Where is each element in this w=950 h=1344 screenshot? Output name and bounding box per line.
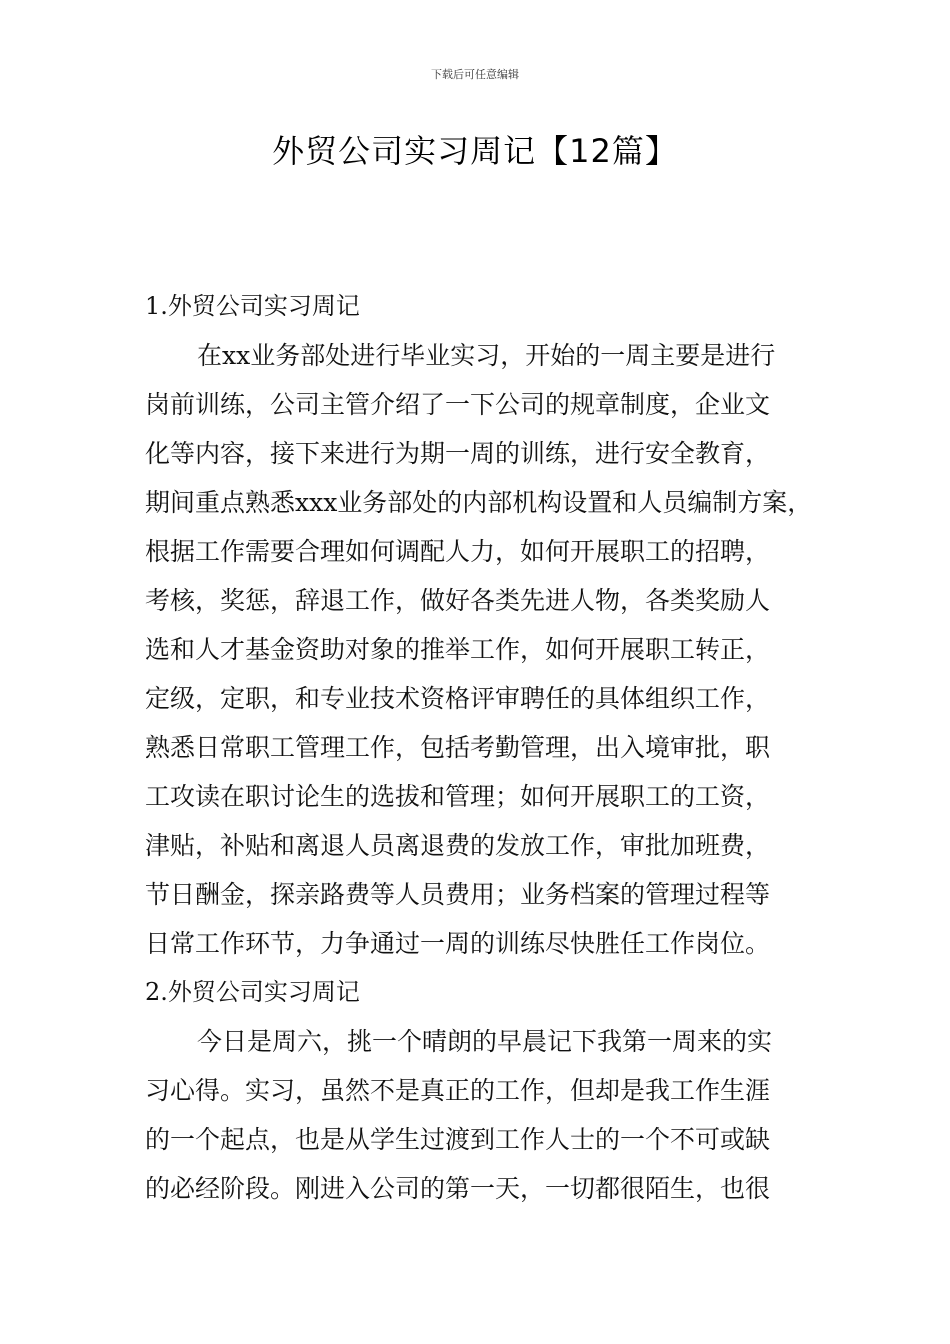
paragraph-line: 考核，奖惩，辞退工作，做好各类先进人物，各类奖励人 xyxy=(145,586,771,615)
paragraph-line: 的必经阶段。刚进入公司的第一天，一切都很陌生，也很 xyxy=(145,1174,771,1203)
header-note: 下载后可任意编辑 xyxy=(431,68,519,81)
section-paragraph xyxy=(145,331,835,968)
paragraph-line: 在xx业务部处进行毕业实习，开始的一周主要是进行 xyxy=(197,341,776,370)
paragraph-line: 工攻读在职讨论生的选拔和管理；如何开展职工的工资， xyxy=(145,782,771,811)
paragraph-line: 习心得。实习，虽然不是真正的工作，但却是我工作生涯 xyxy=(145,1076,771,1105)
paragraph-line: 津贴，补贴和离退人员离退费的发放工作，审批加班费， xyxy=(145,831,771,860)
section-paragraph xyxy=(145,1017,835,1213)
section-heading: 2.外贸公司实习周记 xyxy=(145,978,360,1006)
paragraph-line: 岗前训练，公司主管介绍了一下公司的规章制度，企业文 xyxy=(145,390,771,419)
paragraph-line: 今日是周六，挑一个晴朗的早晨记下我第一周来的实 xyxy=(197,1027,773,1056)
paragraph-line: 选和人才基金资助对象的推举工作，如何开展职工转正， xyxy=(145,635,771,664)
paragraph-line: 熟悉日常职工管理工作，包括考勤管理，出入境审批，职 xyxy=(145,733,771,762)
paragraph-line: 的一个起点，也是从学生过渡到工作人士的一个不可或缺 xyxy=(145,1125,771,1154)
paragraph-line: 定级，定职，和专业技术资格评审聘任的具体组织工作， xyxy=(145,684,771,713)
paragraph-line: 根据工作需要合理如何调配人力，如何开展职工的招聘， xyxy=(145,537,771,566)
section-heading: 1.外贸公司实习周记 xyxy=(145,292,360,320)
paragraph-line: 日常工作环节，力争通过一周的训练尽快胜任工作岗位。 xyxy=(145,929,771,958)
document-title: 外贸公司实习周记【12篇】 xyxy=(272,132,678,170)
document-body xyxy=(145,282,835,1213)
paragraph-line: 期间重点熟悉xxx业务部处的内部机构设置和人员编制方案， xyxy=(145,488,813,517)
paragraph-line: 节日酬金，探亲路费等人员费用；业务档案的管理过程等 xyxy=(145,880,771,909)
paragraph-line: 化等内容，接下来进行为期一周的训练，进行安全教育， xyxy=(145,439,771,468)
